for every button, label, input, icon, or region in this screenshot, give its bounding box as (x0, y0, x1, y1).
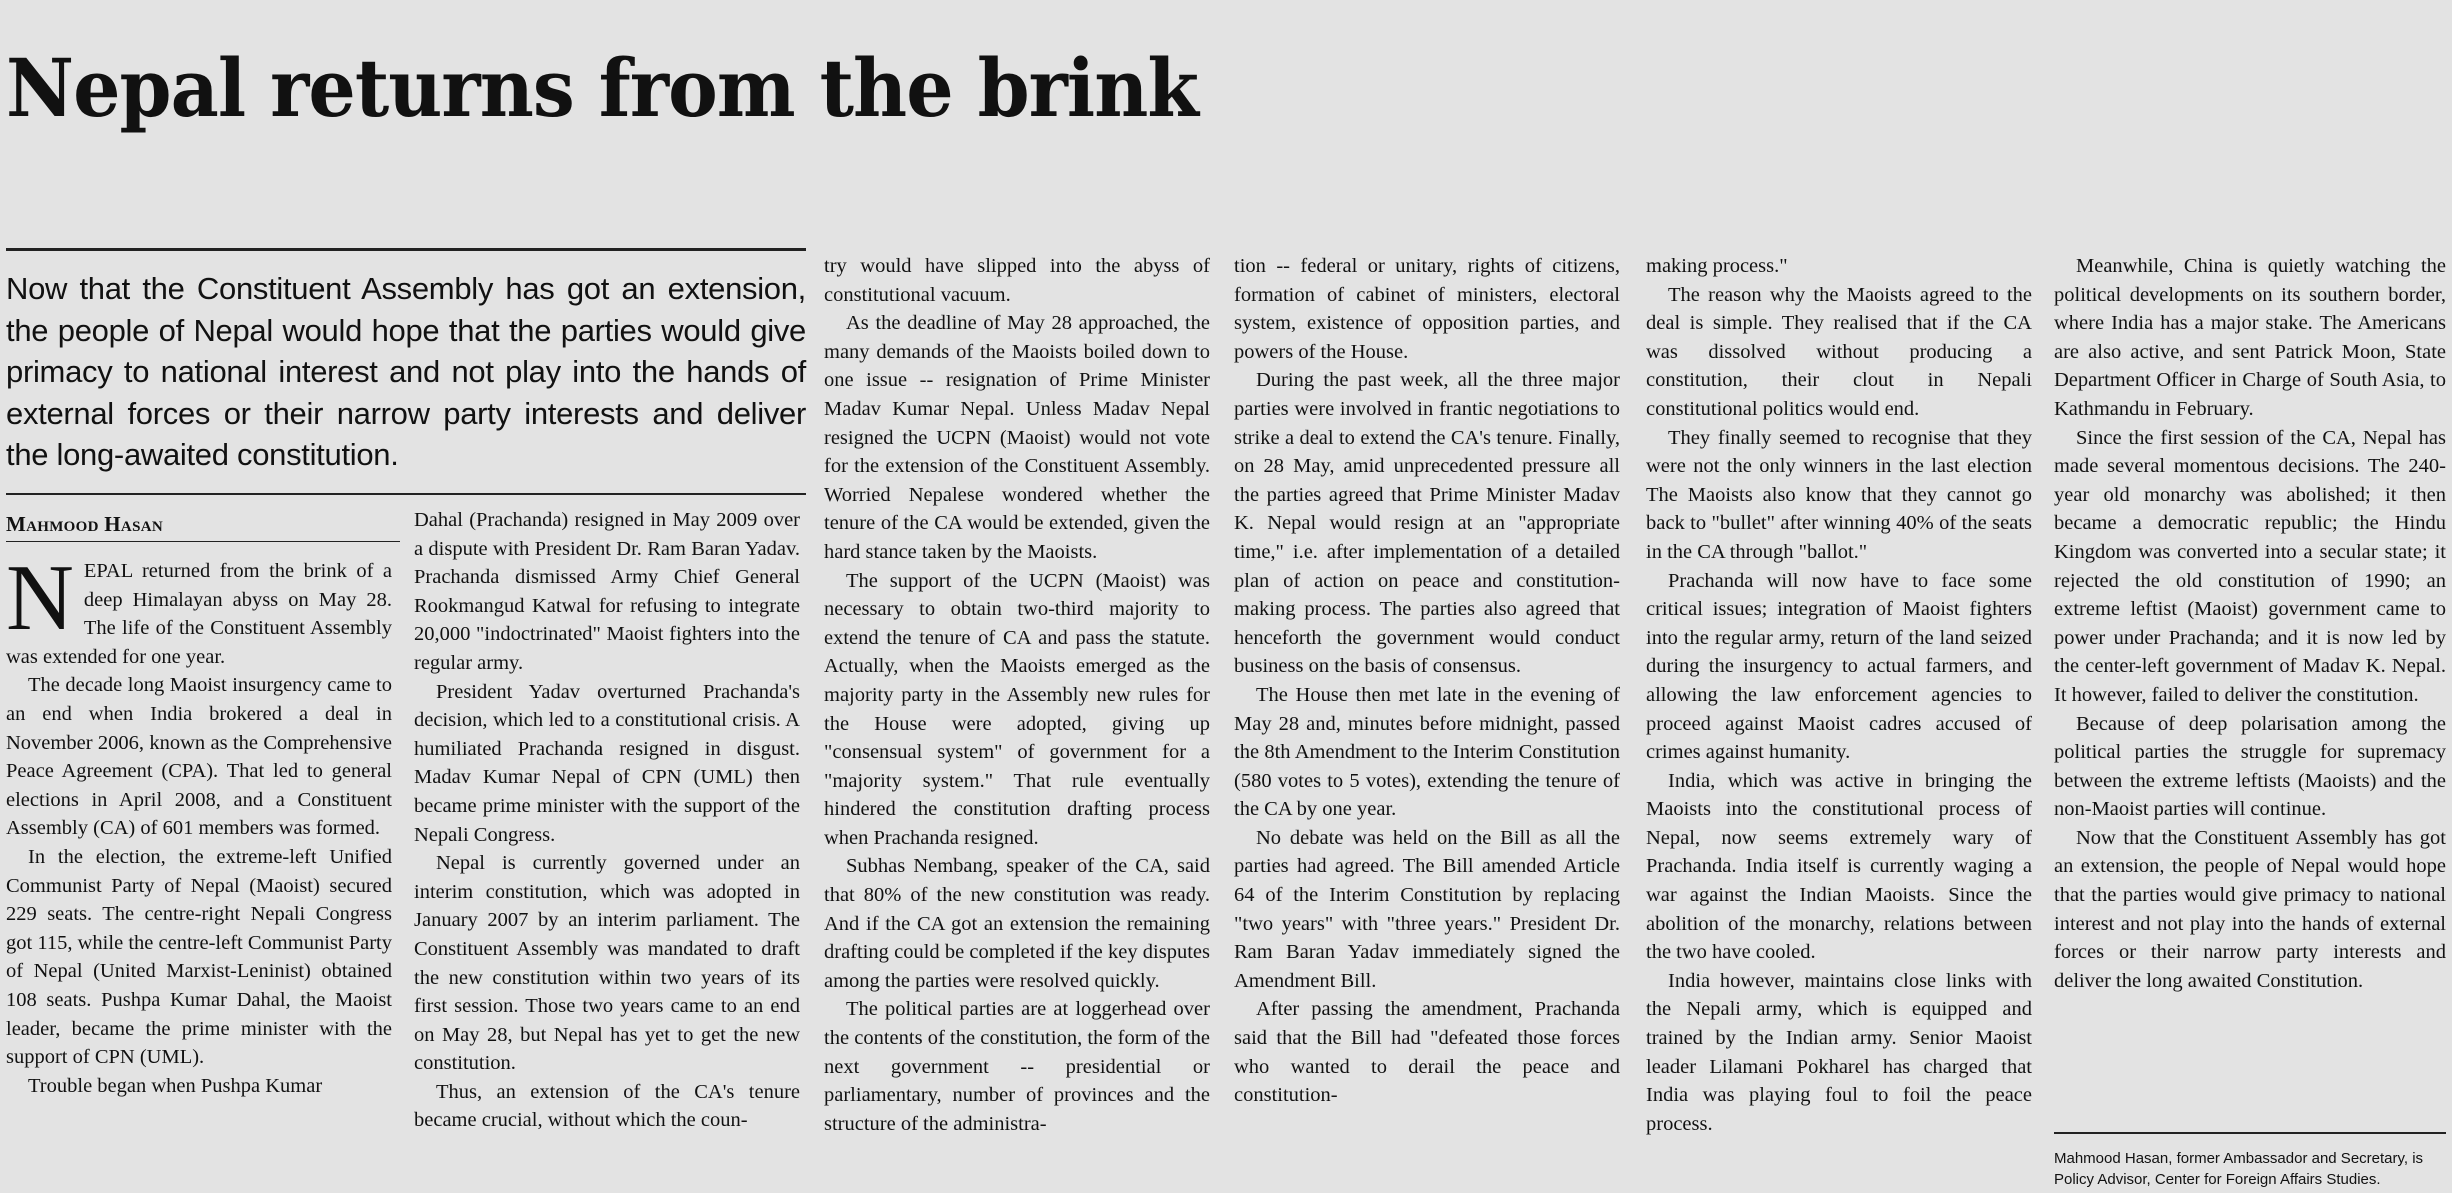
author-note: Mahmood Hasan, former Ambassador and Secretary, is Policy Advisor, Center for Foreign Affairs Studies. (2054, 1150, 2424, 1188)
paragraph: Prachanda will now have to face some critical issues; integration of Maoist fighters into the regular army, return of the land seized during the insurgency to actual farmers, and allowing the law enforcement agencies to proceed against Maoist cadres accused of crimes against humanity. (1646, 569, 2032, 764)
lead-text: EPAL returned from the brink of a deep Himalayan abyss on May 28. The life of the Constituent Assembly was extended for one year. (6, 560, 392, 668)
standfirst: Now that the Constituent Assembly has got an extension, the people of Nepal would hope that the parties would give primacy to national interest and not play into the hands of external forces or their narrow party interests and deliver the long-awaited constitution. (6, 271, 806, 472)
paragraph: In the election, the extreme-left Unified Communist Party of Nepal (Maoist) secured 229 seats. The centre-right Nepali Congress got 115, while the centre-left Communist Party of Nepal (United Marxist-Leninist) obtained 108 seats. Pushpa Kumar Dahal, the Maoist leader, became the prime minister with the support of CPN (UML). (6, 845, 392, 1069)
paragraph: India, which was active in bringing the Maoists into the constitutional process of Nepal, now seems extremely wary of Prachanda. India itself is currently waging a war against the Indian Maoists. Since the abolition of the monarchy, relations between the two have cooled. (1646, 769, 2032, 964)
paragraph: Nepal is currently governed under an interim constitution, which was adopted in January 2007 by an interim parliament. The Constituent Assembly was mandated to draft the new constitution within two years of its first session. Those two years came to an end on May 28, but Nepal has yet to get the new constitution. (414, 852, 800, 1075)
paragraph: Now that the Constituent Assembly has got an extension, the people of Nepal would hope that the parties would give primacy to national interest and not play into the hands of external forces or their narrow party interests and deliver the long awaited Constitution. (2054, 826, 2446, 992)
paragraph: No debate was held on the Bill as all the parties had agreed. The Bill amended Article 64 of the Interim Constitution by replacing "two years" with "three years." President Dr. Ram Baran Yadav immediately signed the Amendment Bill. (1234, 826, 1620, 992)
standfirst-bottom-rule (6, 493, 806, 495)
paragraph: try would have slipped into the abyss of constitutional vacuum. (824, 255, 1210, 306)
headline: Nepal returns from the brink (6, 41, 1199, 135)
paragraph: The House then met late in the evening of May 28 and, minutes before midnight, passed the 8th Amendment to the Interim Constitution (580 votes to 5 votes), extending the tenure of the CA by one year. (1234, 683, 1620, 821)
lead-paragraph (6, 557, 392, 671)
paragraph: Because of deep polarisation among the political parties the struggle for supremacy between the extreme leftists (Maoists) and the non-Maoist parties will continue. (2054, 712, 2446, 821)
paragraph: President Yadav overturned Prachanda's decision, which led to a constitutional crisis. A humiliated Prachanda resigned in disgust. Madav Kumar Nepal of CPN (UML) then became prime minister with the support of the Nepali Congress. (414, 680, 800, 846)
paragraph: The support of the UCPN (Maoist) was necessary to obtain two-third majority to extend the tenure of CA and pass the statute. Actually, when the Maoists emerged as the majority party in the Assembly new rules for the House were adopted, giving up "consensual system" of government for a "majority system." That rule eventually hindered the constitution drafting process when Prachanda resigned. (824, 569, 1210, 849)
paragraph: They finally seemed to recognise that they were not the only winners in the last election The Maoists also know that they cannot go back to "bullet" after winning 40% of the seats in the CA through "ballot." (1646, 426, 2032, 563)
column-6 (2054, 252, 2446, 1127)
paragraph: tion -- federal or unitary, rights of citizens, formation of cabinet of ministers, electoral system, existence of opposition parties, and powers of the House. (1234, 255, 1620, 363)
byline: Mahmood Hasan (6, 512, 163, 536)
paragraph: During the past week, all the three major parties were involved in frantic negotiations to strike a deal to extend the CA's tenure. Finally, on 28 May, amid unprecedented pressure all the parties agreed that Prime Minister Madav K. Nepal would resign at an "appropriate time," i.e. after implementation of a detailed plan of action on peace and constitution-making process. The parties also agreed that henceforth the government would conduct business on the basis of consensus. (1234, 369, 1620, 678)
column-3 (824, 252, 1210, 1193)
paragraph: The decade long Maoist insurgency came to an end when India brokered a deal in November 2006, known as the Comprehensive Peace Agreement (CPA). That led to general elections in April 2008, and a Constituent Assembly (CA) of 601 members was formed. (6, 674, 392, 840)
paragraph: Subhas Nembang, speaker of the CA, said that 80% of the new constitution was ready. And if the CA got an extension the remaining drafting could be completed if the key disputes among the parties were resolved quickly. (824, 855, 1210, 992)
column-5 (1646, 252, 2032, 1193)
paragraph: making process." (1646, 255, 1788, 277)
column-1 (6, 557, 392, 1193)
dropcap: N (6, 557, 74, 650)
paragraph: India however, maintains close links with the Nepali army, which is equipped and trained by the Indian army. Senior Maoist leader Lilamani Pokharel has charged that India was playing foul to foil the peace process. (1646, 969, 2032, 1135)
paragraph: After passing the amendment, Prachanda said that the Bill had "defeated those forces who wanted to derail the peace and constitution- (1234, 998, 1620, 1107)
credit-rule (2054, 1132, 2446, 1134)
paragraph: The reason why the Maoists agreed to the deal is simple. They realised that if the CA was dissolved without producing a constitution, their clout in Nepali constitutional politics would end. (1646, 283, 2032, 420)
byline-rule (6, 541, 400, 542)
paragraph: As the deadline of May 28 approached, the many demands of the Maoists boiled down to one issue -- resignation of Prime Minister Madav Kumar Nepal. Unless Madav Nepal resigned the UCPN (Maoist) would not vote for the extension of the Constituent Assembly. Worried Nepalese wondered whether the tenure of the CA would be extended, given the hard stance taken by the Maoists. (824, 312, 1210, 563)
paragraph: Trouble began when Pushpa Kumar (28, 1074, 323, 1097)
standfirst-top-rule (6, 248, 806, 251)
paragraph: Since the first session of the CA, Nepal has made several momentous decisions. The 240-year old monarchy was abolished; it then became a democratic republic; the Hindu Kingdom was converted into a secular state; it rejected the old constitution of 1990; an extreme leftist (Maoist) government came to power under Prachanda; and it is now led by the center-left government of Madav K. Nepal. It however, failed to deliver the constitution. (2054, 426, 2446, 706)
paragraph: Dahal (Prachanda) resigned in May 2009 over a dispute with President Dr. Ram Baran Yadav. Prachanda dismissed Army Chief General Rookmangud Katwal for refusing to integrate 20,000 "indoctrinated" Maoist fighters into the regular army. (414, 509, 800, 674)
column-2 (414, 506, 800, 1193)
column-4 (1234, 252, 1620, 1193)
paragraph: The political parties are at loggerhead over the contents of the constitution, the form of the next government -- presidential or parliamentary, number of provinces and the structure of the administra- (824, 998, 1210, 1135)
paragraph: Meanwhile, China is quietly watching the political developments on its southern border, where India has a major stake. The Americans are also active, and sent Patrick Moon, State Department Officer in Charge of South Asia, to Kathmandu in February. (2054, 255, 2446, 420)
paragraph: Thus, an extension of the CA's tenure became crucial, without which the coun- (414, 1080, 800, 1132)
